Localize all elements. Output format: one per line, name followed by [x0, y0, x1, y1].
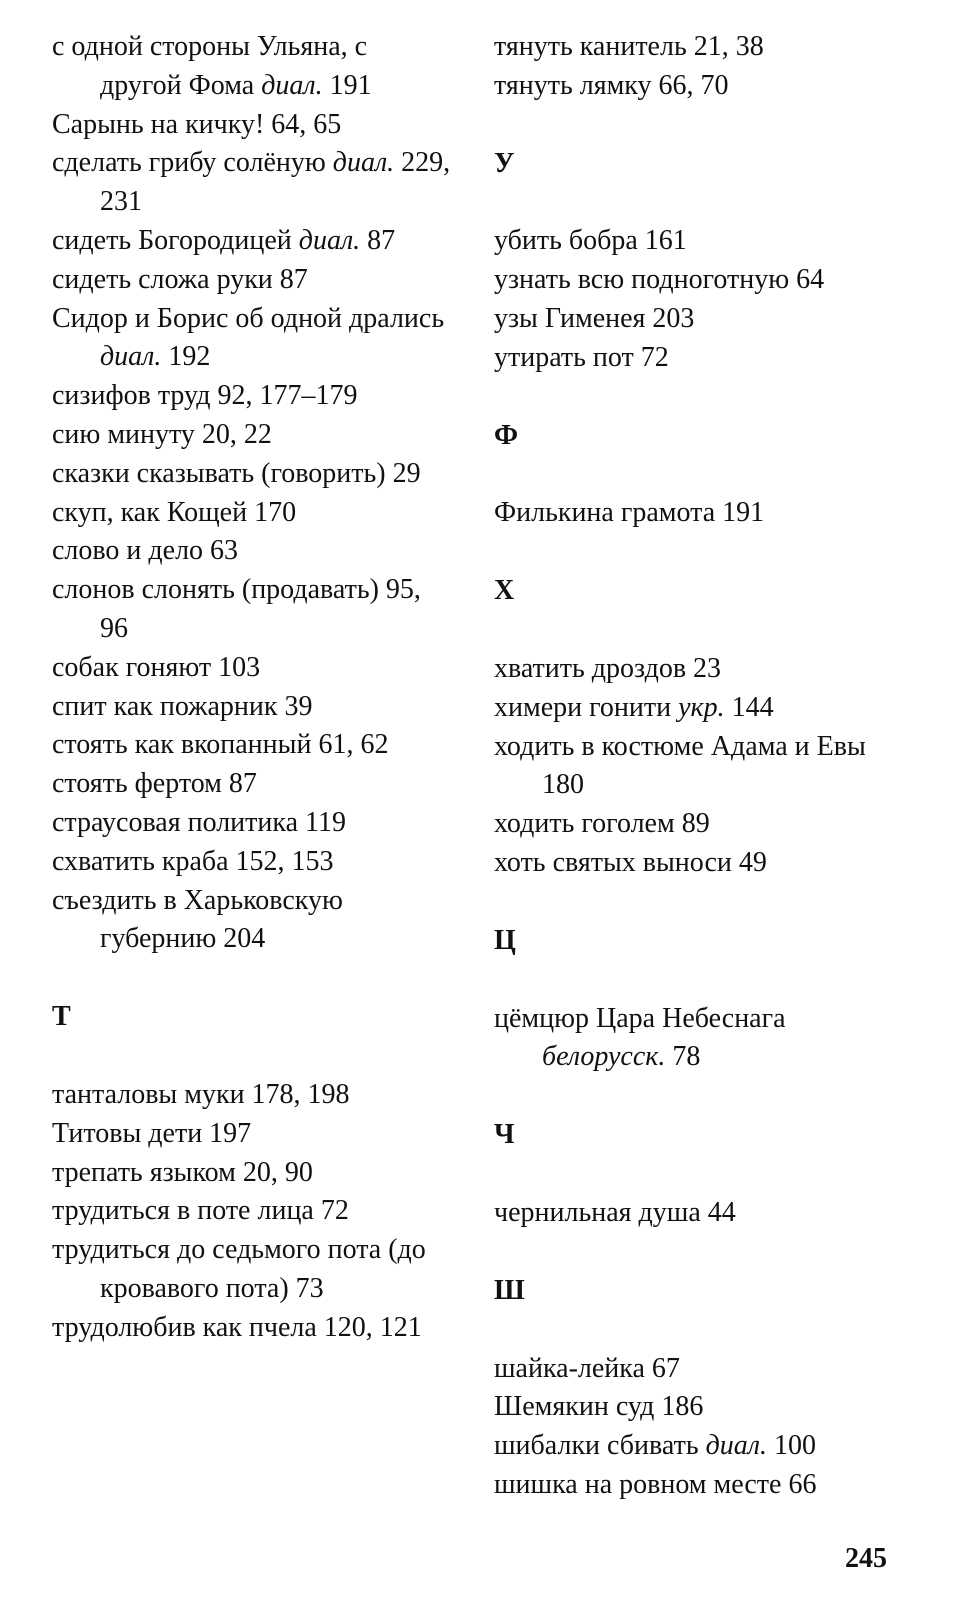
index-entry: Филькина грамота 191: [494, 497, 765, 529]
index-entry: шибалки сбивать диал. 100: [494, 1430, 816, 1462]
index-entry: сидеть Богородицей диал. 87: [52, 224, 396, 256]
index-entry: тянуть лямку 66, 70: [494, 69, 729, 101]
letter-heading: У: [494, 147, 515, 179]
index-entry: страусовая политика 119: [52, 806, 346, 838]
index-entry: чернильная душа 44: [494, 1196, 736, 1228]
index-entry: шишка на ровном месте 66: [494, 1468, 817, 1500]
index-entry: трудиться в поте лица 72: [52, 1195, 349, 1227]
index-entry: схватить краба 152, 153: [52, 845, 334, 877]
index-entry: трепать языком 20, 90: [52, 1156, 313, 1188]
index-entry: танталовы муки 178, 198: [52, 1078, 350, 1110]
index-entry: Шемякин суд 186: [494, 1391, 704, 1423]
index-entry: химери гонити укр. 144: [494, 691, 774, 723]
letter-heading: Ш: [494, 1274, 525, 1306]
index-entry: ходить гоголем 89: [494, 808, 710, 840]
index-entry: сделать грибу солёную диал. 229, 231: [52, 147, 451, 218]
index-entry: ходить в костюме Адама и Евы 180: [494, 730, 866, 801]
letter-heading: Т: [52, 1001, 71, 1033]
index-entry: Титовы дети 197: [52, 1117, 252, 1149]
index-entry: трудиться до седьмого пота (до кровавого пота) 73: [52, 1234, 426, 1304]
index-entry: шайка-лейка 67: [494, 1352, 680, 1384]
index-entry: слонов слонять (продавать) 95, 96: [52, 574, 421, 644]
index-entry: стоять как вкопанный 61, 62: [52, 729, 389, 761]
index-entry: хоть святых выноси 49: [494, 846, 767, 878]
index-entry: скуп, как Кощей 170: [52, 496, 297, 528]
index-entry: стоять фертом 87: [52, 768, 257, 800]
index-entry: убить бобра 161: [494, 225, 687, 257]
index-column-right: [494, 28, 914, 1505]
index-entry: сидеть сложа руки 87: [52, 263, 308, 295]
letter-heading: Ф: [494, 419, 519, 451]
letter-heading: Ч: [494, 1119, 515, 1151]
index-entry: тянуть канитель 21, 38: [494, 31, 764, 62]
index-entry: хватить дроздов 23: [494, 652, 722, 684]
index-entry: трудолюбив как пчела 120, 121: [52, 1311, 422, 1343]
index-entry: спит как пожарник 39: [52, 690, 313, 722]
index-entry: Сарынь на кичку! 64, 65: [52, 108, 342, 140]
letter-heading: Х: [494, 575, 515, 607]
index-entry: собак гоняют 103: [52, 651, 261, 683]
index-entry: утирать пот 72: [494, 341, 669, 373]
index-entry: сказки сказывать (говорить) 29: [52, 457, 421, 489]
page-number: 245: [845, 1543, 887, 1574]
index-entry: сизифов труд 92, 177–179: [52, 380, 358, 412]
index-entry: цёмцюр Цара Небеснага белорусск. 78: [494, 1002, 786, 1073]
index-entry: сию минуту 20, 22: [52, 418, 272, 450]
letter-heading: Ц: [494, 924, 516, 956]
index-entry: с одной стороны Ульяна, с другой Фома диал. 191: [52, 31, 372, 101]
index-entry: узнать всю подноготную 64: [494, 264, 825, 296]
index-entry: Сидор и Борис об одной дрались диал. 192: [52, 302, 445, 373]
index-entry: съездить в Харьковскую губернию 204: [52, 884, 343, 955]
index-entry: слово и дело 63: [52, 535, 239, 567]
index-entry: узы Гименея 203: [494, 302, 695, 334]
index-column-left: [52, 28, 452, 1348]
